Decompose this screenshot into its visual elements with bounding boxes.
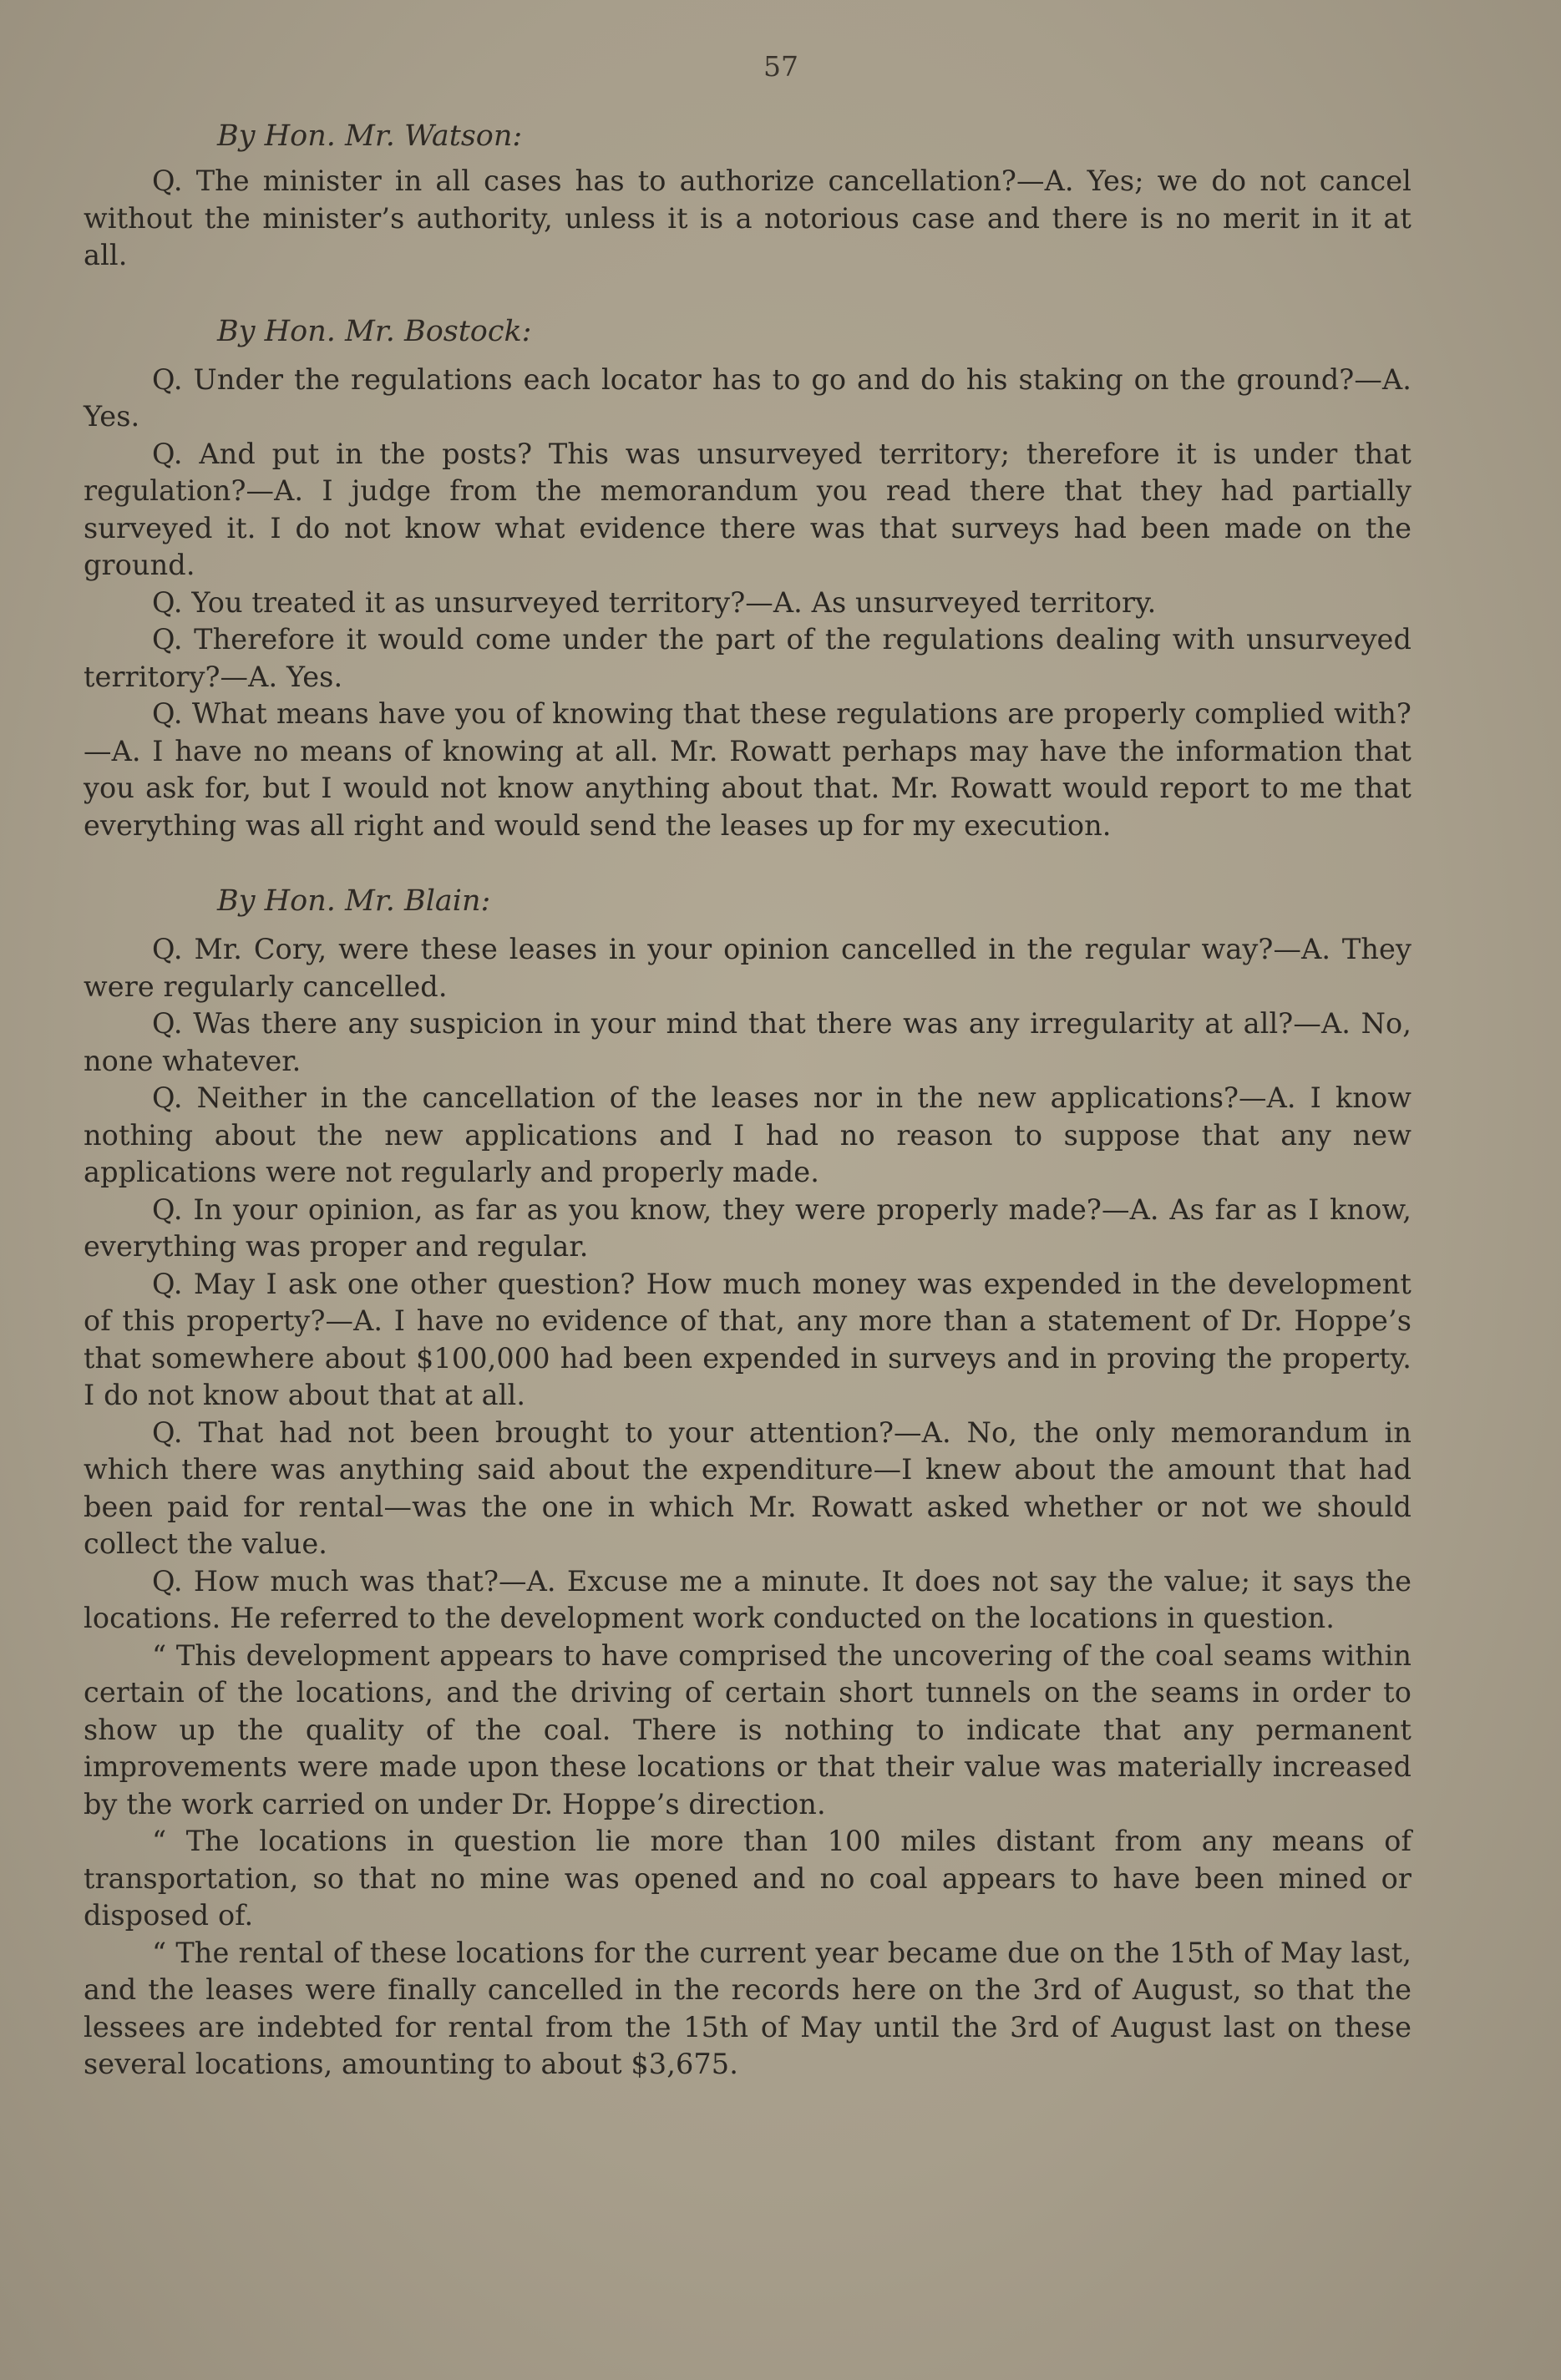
qa-paragraph: Q. And put in the posts? This was unsurveyed territory; therefore it is under that regulation?—A. I judge from the memorandum you read there that they had partially surveyed it. I do not know what evidence there was that surveys had been made on the ground. — [84, 437, 1411, 581]
qa-paragraph: Q. How much was that?—A. Excuse me a minute. It does not say the value; it says the locations. He referred to the development work conducted on the locations in question. — [84, 1564, 1411, 1634]
qa-paragraph: Q. You treated it as unsurveyed territory?—A. As unsurveyed territory. — [152, 585, 1157, 619]
section-watson — [84, 119, 1411, 275]
qa-paragraph: Q. That had not been brought to your attention?—A. No, the only memorandum in which there was anything said about the expenditure—I knew about the amount that had been paid for rental—was the one in which Mr. Rowatt asked whether or not we should collect the value. — [84, 1415, 1411, 1560]
quoted-paragraph: “ This development appears to have comprised the uncovering of the coal seams within certain of the locations, and the driving of certain short tunnels on the seams in order to show up the quality of the coal. There is nothing to indicate that any permanent improvements were made upon these locations or that their value was materially increased by the work carried on under Dr. Hoppe’s direction. — [84, 1638, 1411, 1820]
qa-paragraph: Q. Therefore it would come under the part of the regulations dealing with unsurveyed territory?—A. Yes. — [84, 623, 1411, 693]
qa-paragraph: Q. In your opinion, as far as you know, they were properly made?—A. As far as I know, everything was proper and regular. — [84, 1193, 1411, 1263]
quoted-paragraph: “ The locations in question lie more than 100 miles distant from any means of transportation, so that no mine was opened and no coal appears to have been mined or disposed of. — [84, 1825, 1411, 1932]
examiner-heading: By Hon. Mr. Blain: — [217, 884, 491, 918]
section-bostock — [84, 315, 1411, 845]
page-number: 57 — [763, 50, 798, 83]
qa-paragraph: Q. Mr. Cory, were these leases in your opinion cancelled in the regular way?—A. They were regularly cancelled. — [84, 933, 1411, 1003]
quoted-paragraph: “ The rental of these locations for the current year became due on the 15th of May last, and the leases were finally cancelled in the records here on the 3rd of August, so that the lessees are indebted for rental from the 15th of May until the 3rd of August last on these several locations, amounting to about $3,675. — [84, 1936, 1411, 2080]
qa-paragraph: Q. May I ask one other question? How much money was expended in the development of this property?—A. I have no evidence of that, any more than a statement of Dr. Hoppe’s that somewhere about $100,000 had been expended in surveys and in proving the property. I do not know about that at all. — [84, 1267, 1411, 1411]
qa-paragraph: Q. Under the regulations each locator has to go and do his staking on the ground?—A. Yes. — [84, 362, 1411, 433]
examiner-heading: By Hon. Mr. Bostock: — [217, 314, 532, 348]
qa-paragraph: Q. What means have you of knowing that these regulations are properly complied with?—A. I have no means of knowing at all. Mr. Rowatt perhaps may have the information that you ask for, but I would not know anything about that. Mr. Rowatt would report to me that everything was all right and would send the leases up for my execution. — [84, 697, 1411, 842]
section-blain — [84, 884, 1411, 2084]
qa-paragraph: Q. The minister in all cases has to authorize cancellation?—A. Yes; we do not cancel without the minister’s authority, unless it is a notorious case and there is no merit in it at all. — [84, 165, 1411, 271]
qa-paragraph: Q. Was there any suspicion in your mind that there was any irregularity at all?—A. No, none whatever. — [84, 1007, 1411, 1077]
examiner-heading: By Hon. Mr. Watson: — [217, 119, 523, 153]
document-page — [84, 50, 1411, 2124]
qa-paragraph: Q. Neither in the cancellation of the leases nor in the new applications?—A. I know nothing about the new applications and I had no reason to suppose that any new applications were not regularly and properly made. — [84, 1081, 1411, 1188]
